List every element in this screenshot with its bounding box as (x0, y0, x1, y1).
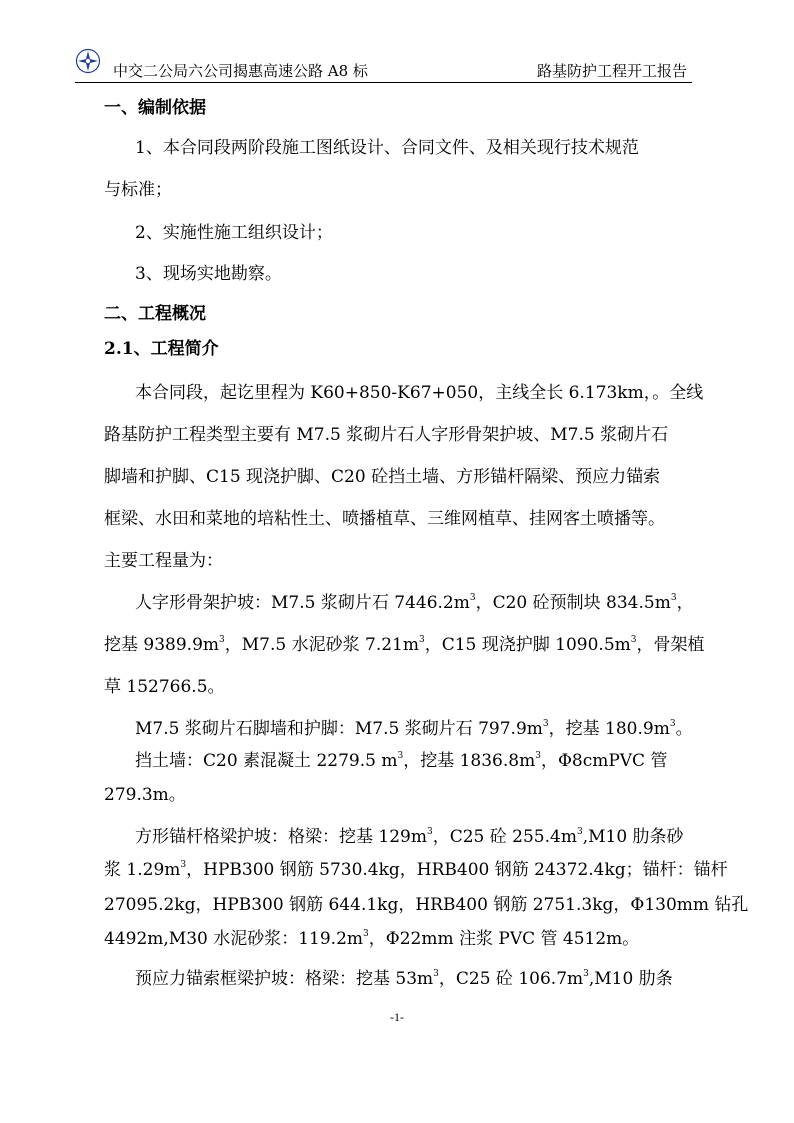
page-header (75, 46, 692, 83)
prestressed-anchor-line-1: 预应力锚索框梁护坡：格梁：挖基 $53m^3$，C25 砼 $106.7m^3,M10$ 肋条 (135, 969, 673, 989)
section-2-heading: 二、工程概况 (104, 304, 206, 324)
basis-item-1-line-2: 与标准； (104, 180, 172, 200)
anchor-beam-line-2: 浆 $1.29m^3$，HPB300 钢筋 5730.4kg，HRB400 钢筋 24372.4kg；锚杆：锚杆 (104, 860, 728, 880)
retaining-wall-line-1: 挡土墙：C20 素混凝土 2279.5 $m^3$，挖基 $1836.8m^3$，Φ8cmPVC 管 (135, 751, 668, 771)
overview-line-1: 本合同段，起讫里程为 K60+850-K67+050，主线全长 6.173km，。全线 (135, 383, 704, 403)
overview-line-5: 主要工程量为： (104, 551, 223, 571)
anchor-beam-line-4: 4492m,M30 水泥砂浆：$119.2m^3$，Φ22mm 注浆 PVC 管 4512m。 (104, 929, 640, 949)
anchor-beam-line-3: 27095.2kg，HPB300 钢筋 644.1kg，HRB400 钢筋 2751.3kg，Φ130mm 钻孔 (104, 895, 749, 915)
herringbone-line-2: 挖基 $9389.9m^3$，M7.5 水泥砂浆 $7.21m^3$，C15 现浇护脚 $1090.5m^3$，骨架植 (104, 635, 705, 655)
retaining-wall-line-2: 279.3m。 (104, 785, 186, 805)
footwall-line: M7.5 浆砌片石脚墙和护脚：M7.5 浆砌片石 $797.9m^3$，挖基 $180.9m^3$。 (135, 719, 693, 739)
anchor-beam-line-1: 方形锚杆格梁护坡：格梁：挖基 $129m^3$，C25 砼 $255.4m^3,M10$ 肋条砂 (135, 827, 684, 847)
overview-line-3: 脚墙和护脚、C15 现浇护脚、C20 砼挡土墙、方形锚杆隔梁、预应力锚索 (104, 467, 661, 487)
herringbone-line-3: 草 152766.5。 (104, 677, 225, 697)
basis-item-3: 3、现场实地勘察。 (135, 264, 282, 284)
page-number: -1- (390, 1010, 404, 1024)
header-project-name: 中交二公局六公司揭惠高速公路 A8 标 (113, 62, 368, 80)
herringbone-line-1: 人字形骨架护坡：M7.5 浆砌片石 $7446.2m^3$，C20 砼预制块 $834.5m^3$， (135, 593, 694, 613)
header-report-title: 路基防护工程开工报告 (536, 62, 687, 80)
basis-item-1-line-1: 1、本合同段两阶段施工图纸设计、合同文件、及相关现行技术规范 (135, 138, 639, 158)
section-2-1-heading: 2.1、工程简介 (104, 339, 219, 359)
company-logo-icon (75, 48, 101, 74)
overview-line-2: 路基防护工程类型主要有 M7.5 浆砌片石人字形骨架护坡、M7.5 浆砌片石 (104, 425, 669, 445)
overview-line-4: 框梁、水田和菜地的培粘性土、喷播植草、三维网植草、挂网客土喷播等。 (104, 509, 665, 529)
basis-item-2: 2、实施性施工组织设计； (135, 223, 333, 243)
section-1-heading: 一、编制依据 (104, 98, 206, 118)
